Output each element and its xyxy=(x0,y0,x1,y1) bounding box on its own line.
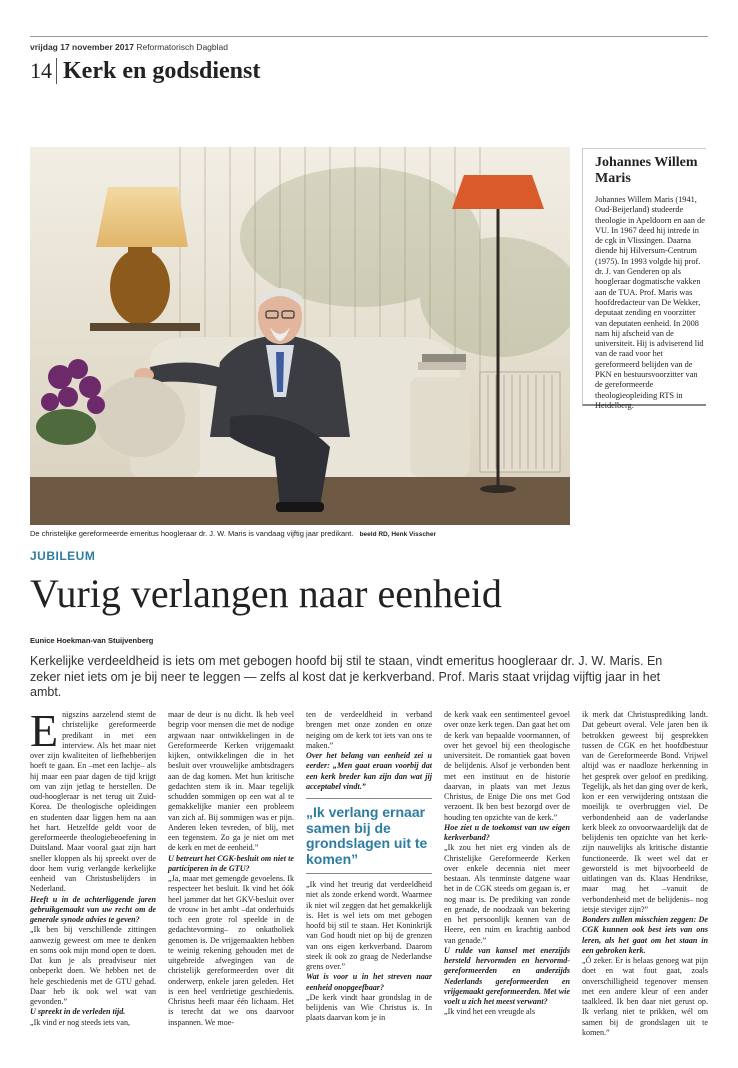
interview-question: Heeft u in de achterliggende jaren gebruikgemaakt van uw recht om de generale synode advies te geven? xyxy=(30,894,156,924)
interview-question: U rulde van kansel met enerzijds hersteld hervormden en hervormd-gereformeerden en anderzijds Nederlands gereformeerden en vrijgemaakt gereformeerden. Met wie voelt u zich het meest verwant? xyxy=(444,945,570,1006)
pull-quote: „Ik verlang ernaar samen bij de grondslagen uit te komen” xyxy=(306,798,432,874)
paragraph: nigszins aarzelend stemt de christelijke gereformeerde predikant in met een interview. Als het maar niet over zijn kwaliteiten of liefhebberijen hoeft te gaan. En –met een lachje– als hij maar een paar dagen de tijd krijgt om van zijn jetlag te herstellen. De oud-hoogleraar is net terug uit Zuid-Korea. De theologische opleidingen en studenten daar liggen hem na aan het hart. Hetzelfde geldt voor de gereformeerde theologiebeoefening in Duitsland. Maar vooral gaat zijn hart sneller kloppen als hij spreekt over de door hem vurig verlangde kerkelijke eenheid van Christusbelijders in Nederland. xyxy=(30,710,156,894)
article-column-2 xyxy=(168,710,294,1028)
drop-cap: E xyxy=(30,705,59,756)
bio-text: Johannes Willem Maris (1941, Oud-Beijerland) studeerde theologie in Apeldoorn en aan de VU. In 1967 deed hij intrede in de cgk in Vlissingen. Daarna diende hij Hilversum-Centrum (1975). In 1993 volgde hij prof. dr. J. van Genderen op als hoogleraar dogmatische vakken aan de TUA. Prof. Maris was hoofdredacteur van De Wekker, deputaat zending en voorzitter van deputaten eenheid. In 2008 nam hij afscheid van de universiteit. Hij is adviserend lid van de raad voor het gereformeerd belijden van de PKN en bestuursvoorzitter van de gereformeerde theologieopleiding RTS in Heidelberg. xyxy=(595,195,705,410)
interview-question: Over het belang van eenheid zei u eerder: „Men gaat eraan voorbij dat een kerk breder kan zijn dan wat jij acceptabel vindt.” xyxy=(306,751,432,791)
article-column-5 xyxy=(582,710,708,1038)
article-photo xyxy=(30,147,570,525)
interview-question: Bonders zullen misschien zeggen: De CGK kunnen ook best iets van ons leren, als het gaat om het staan in een gebroken kerk. xyxy=(582,915,708,955)
photo-credit: beeld RD, Henk Visscher xyxy=(359,531,437,538)
dateline xyxy=(30,42,228,52)
paragraph: ik merk dat Christusprediking landt. Dat gebeurt overal. Vele jaren ben ik betrokken geweest bij gesprekken tussen de CGK en het hoofdbestuur van de Gereformeerde Bond. Vrijwel altijd was er naadloze herkenning in het gesprek over geloof en prediking. Tegelijk, als het dan ging over de kerk, kon er een verwijdering ontstaan die moeilijk te overbruggen viel. De verbondenheid aan de vaderlandse kerk bleek zo onvoorwaardelijk dat de belijdenis ten opzichte van het kerk-zijn nauwelijks als kritische distantie functioneerde. Ik weet wel dat er geworsteld is met bijvoorbeeld de uitlatingen van ds. Klaas Hendrikse, maar mag het –vanuit de verbondenheid met de belijdenis– nog ietsje steviger zijn?” xyxy=(582,710,708,914)
article-author: Eunice Hoekman-van Stuijvenberg xyxy=(30,636,154,645)
caption-text: De christelijke gereformeerde emeritus hoogleraar dr. J. W. Maris is vandaag vijftig jaar predikant. xyxy=(30,529,354,538)
portrait-illustration xyxy=(30,147,570,525)
publication-name: Reformatorisch Dagblad xyxy=(136,42,228,52)
section-title: Kerk en godsdienst xyxy=(63,58,261,84)
interview-question: Wat is voor u in het streven naar eenheid onopgeefbaar? xyxy=(306,972,432,992)
paragraph: maar de deur is nu dicht. Ik heb veel begrip voor mensen die met de nodige argwaan naar ontwikkelingen in de Gereformeerde Kerken vrijgemaakt kijken, ontwikkelingen die in het besluit over vrouwelijke ambtsdragers aan de dag komen. Met hun kritische gedachten stem ik in. Maar tegelijk schudden sommigen op een wat al te gemakkelijke manier een probleem van zich af. Bij sommigen was er pijn. Anderen leken tevreden, of blij, met een tegenstem. Zo ga je niet om met de kerk en met de eenheid.” xyxy=(168,710,294,853)
paragraph: „Ó zeker. Er is helaas genoeg wat pijn doet en wat fout gaat, zoals onverschilligheid tegenover mensen met een andere kleur of een ander taalkleed. Ik ben daar niet gerust op. Ik verlang niet te prikken, wél om samen bij de grondslagen uit te komen.” xyxy=(582,956,708,1037)
article-column-4 xyxy=(444,710,570,1018)
top-rule xyxy=(30,36,708,37)
article-column-1 xyxy=(30,705,156,1028)
interview-question: U betreurt het CGK-besluit om niet te participeren in de GTU? xyxy=(168,853,294,873)
article-column-3 xyxy=(306,710,432,1024)
paragraph: „Ik vind het treurig dat verdeeldheid niet als zonde erkend wordt. Waarmee ik niet wil zeggen dat het gemakkelijk is. Het is wel iets om met gebogen hoofd bij stil te staan. Het Koninkrijk van God houdt niet op bij de grenzen van ons eigen kerkverband. Daarom steek ik ook zo graag de Nederlandse grens over.” xyxy=(306,880,432,971)
bio-box xyxy=(582,148,706,410)
paragraph: „Ik ben bij verschillende zittingen aanwezig geweest om mee te denken en soms ook mijn mond open te doen. Dat kun je als preadviseur niet onbeperkt doen. We hebben net de hele geschiedenis met de GTU gehad. Daar heb ik ook wel wat van gevonden.” xyxy=(30,925,156,1006)
issue-date: vrijdag 17 november 2017 xyxy=(30,42,134,52)
paragraph: „Ik zou het niet erg vinden als de Christelijke Gereformeerde Kerken over enkele decennia niet meer bestaan. Als tenminste datgene waar het in de CGK steeds om gegaan is, er nog maar is. De prediking van zonde en genade, de noodzaak van bekering en het persoonlijk kennen van de Heere, een ruim en krachtig aanbod van genade.” xyxy=(444,843,570,945)
section-header xyxy=(30,58,260,84)
paragraph: „Ik vind het een vreugde als xyxy=(444,1007,536,1017)
interview-question: U spreekt in de verleden tijd. xyxy=(30,1007,126,1017)
paragraph: de kerk vaak een sentimenteel gevoel over onze kerk tegen. Dan gaat het om de kerk van bepaalde voormannen, of over het gevoel bij een theologische universiteit. De romantiek gaat boven de belijdenis. Alsof je verbonden bent met een instituut en de historie daarvan, in plaats van met Jezus Christus, de Enige Die ons met God verzoent. Ik ben best bezorgd over de houding ten opzichte van de kerk.” xyxy=(444,710,570,822)
paragraph: „Ja, maar met gemengde gevoelens. Ik respecteer het besluit. Ik vind het óók heel jammer dat het GKV-besluit over de vrouw in het ambt –dat onderhuids toch een grote rol speelde in de gedachtevorming– zo onkatholiek genomen is. De vrijgemaakten hebben te weinig rekening gehouden met de uitgebreide afwegingen van de christelijk gereformeerden over dit onderwerp, enkele jaren geleden. Het is een heel verdrietige geschiedenis. Christus heeft maar één lichaam. Het is terecht dat we ons daarvoor inspannen. We moe- xyxy=(168,874,294,1027)
article-kicker: JUBILEUM xyxy=(30,549,96,563)
page-number: 14 xyxy=(30,58,57,84)
article-headline: Vurig verlangen naar eenheid xyxy=(30,571,502,616)
paragraph: „De kerk vindt haar grondslag in de belijdenis van Wie Christus is. In plaats daarvan kom je in xyxy=(306,992,432,1023)
interview-question: Hoe ziet u de toekomst van uw eigen kerkverband? xyxy=(444,822,570,842)
article-intro: Kerkelijke verdeeldheid is iets om met gebogen hoofd bij stil te staan, vindt emeritus hoogleraar dr. J. W. Maris. En zeker niet iets om je bij neer te leggen — zelfs al kost dat je kerkverband. Prof. Maris staat vrijdag vijftig jaar in het ambt. xyxy=(30,654,663,699)
photo-caption xyxy=(30,529,436,538)
paragraph: „Ik vind er nog steeds iets van, xyxy=(30,1017,131,1027)
paragraph: ten de verdeeldheid in verband brengen met onze zonden en onze neiging om de kerk tot iets van ons te maken.” xyxy=(306,710,432,750)
bio-title: Johannes Willem Maris xyxy=(595,155,698,186)
